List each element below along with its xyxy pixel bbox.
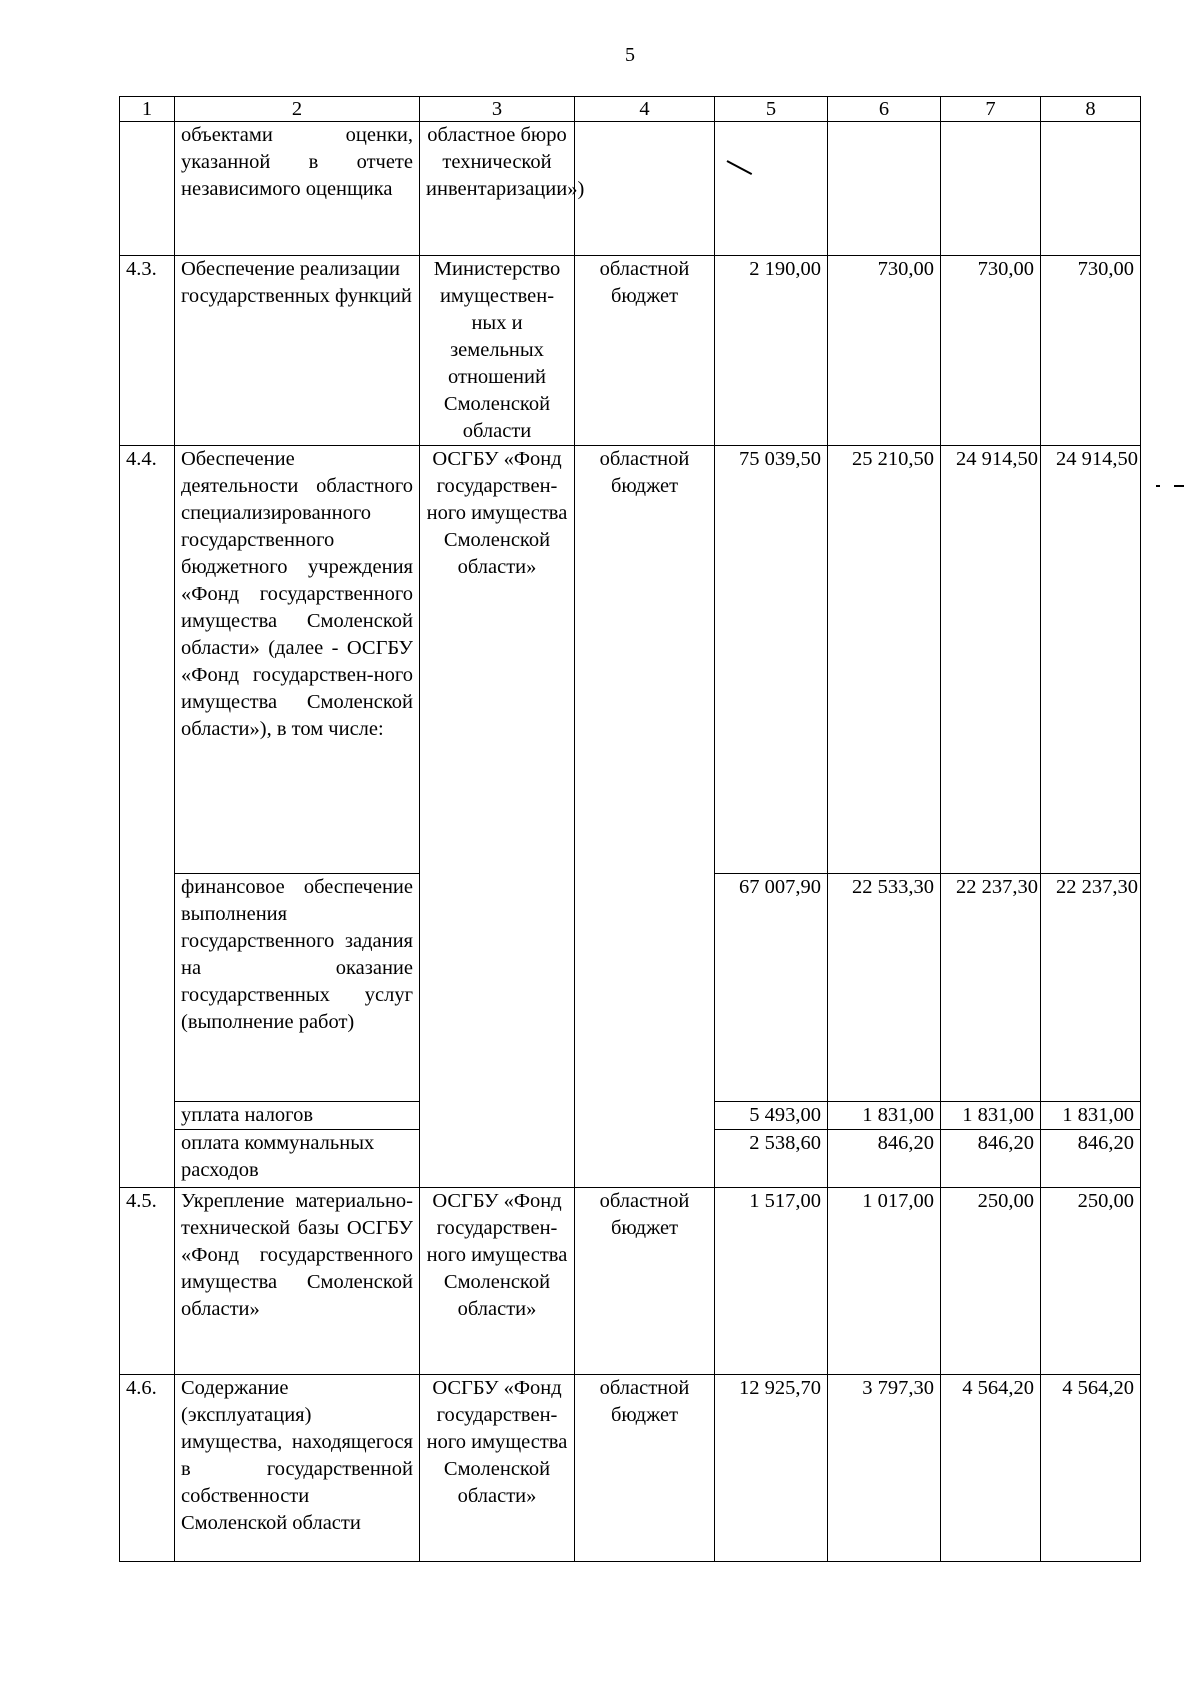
header-col-7: 7 (941, 97, 1041, 122)
cell-v8: 4 564,20 (1041, 1375, 1141, 1562)
cell-num: 4.3. (120, 256, 175, 446)
cell-v5: 67 007,90 (715, 874, 828, 1102)
table-row-4-4 (120, 446, 1141, 874)
cell-v8: 730,00 (1041, 256, 1141, 446)
cell-source: областной бюджет (575, 1188, 715, 1375)
header-col-8: 8 (1041, 97, 1141, 122)
cell-v7: 4 564,20 (941, 1375, 1041, 1562)
cell-v5: 2 190,00 (715, 256, 828, 446)
cell-v5: 75 039,50 (715, 446, 828, 874)
cell-source (575, 122, 715, 256)
cell-v6: 730,00 (828, 256, 941, 446)
header-col-2: 2 (175, 97, 420, 122)
budget-table (119, 96, 1141, 1562)
cell-source: областной бюджет (575, 256, 715, 446)
cell-num: 4.5. (120, 1188, 175, 1375)
cell-v8 (1041, 122, 1141, 256)
header-col-3: 3 (420, 97, 575, 122)
cell-name: Обеспечение деятельности областного специализированного государственного бюджетного учреждения «Фонд государственного имущества Смоленской области» (далее - ОСГБУ «Фонд государствен-ного имущества Смоленской области»), в том числе: (175, 446, 420, 874)
cell-v6: 1 017,00 (828, 1188, 941, 1375)
cell-executor: областное бюро технической инвентаризации») (420, 122, 575, 256)
cell-num: 4.6. (120, 1375, 175, 1562)
cell-v7: 22 237,30 (941, 874, 1041, 1102)
cell-v5: 12 925,70 (715, 1375, 828, 1562)
header-row (120, 97, 1141, 122)
table-row-4-3 (120, 256, 1141, 446)
cell-name: уплата налогов (175, 1102, 420, 1130)
cell-v7 (941, 122, 1041, 256)
cell-name: финансовое обеспечение выполнения государственного задания на оказание государственных услуг (выполнение работ) (175, 874, 420, 1102)
cell-num: 4.4. (120, 446, 175, 1188)
header-col-5: 5 (715, 97, 828, 122)
cell-name: Содержание (эксплуатация) имущества, находящегося в государственной собственности Смоленской области (175, 1375, 420, 1562)
cell-name: Обеспечение реализации государственных функций (175, 256, 420, 446)
cell-source: областной бюджет (575, 446, 715, 1188)
cell-executor: Министерство имуществен-ных и земельных отношений Смоленской области (420, 256, 575, 446)
table-row-continuation (120, 122, 1141, 256)
cell-executor: ОСГБУ «Фонд государствен-ного имущества Смоленской области» (420, 446, 575, 1188)
cell-v6: 22 533,30 (828, 874, 941, 1102)
cell-v6: 3 797,30 (828, 1375, 941, 1562)
cell-v6: 846,20 (828, 1130, 941, 1188)
table-row-4-6 (120, 1375, 1141, 1562)
cell-v5 (715, 122, 828, 256)
header-col-1: 1 (120, 97, 175, 122)
cell-executor: ОСГБУ «Фонд государствен-ного имущества Смоленской области» (420, 1375, 575, 1562)
cell-v5: 2 538,60 (715, 1130, 828, 1188)
cell-v7: 24 914,50 (941, 446, 1041, 874)
cell-v8: 846,20 (1041, 1130, 1141, 1188)
cell-v8: 1 831,00 (1041, 1102, 1141, 1130)
cell-v8: 24 914,50 (1041, 446, 1141, 874)
margin-mark (1156, 485, 1160, 487)
cell-v7: 1 831,00 (941, 1102, 1041, 1130)
page-number: 5 (625, 44, 635, 66)
cell-executor: ОСГБУ «Фонд государствен-ного имущества Смоленской области» (420, 1188, 575, 1375)
cell-name: объектами оценки, указанной в отчете независимого оценщика (175, 122, 420, 256)
cell-v5: 1 517,00 (715, 1188, 828, 1375)
cell-source: областной бюджет (575, 1375, 715, 1562)
cell-v6: 25 210,50 (828, 446, 941, 874)
pen-mark (727, 160, 753, 175)
cell-v7: 846,20 (941, 1130, 1041, 1188)
cell-num (120, 122, 175, 256)
header-col-6: 6 (828, 97, 941, 122)
cell-v5: 5 493,00 (715, 1102, 828, 1130)
cell-v7: 250,00 (941, 1188, 1041, 1375)
cell-name: Укрепление материально-технической базы ОСГБУ «Фонд государственного имущества Смоленской области» (175, 1188, 420, 1375)
cell-v8: 250,00 (1041, 1188, 1141, 1375)
header-col-4: 4 (575, 97, 715, 122)
cell-v7: 730,00 (941, 256, 1041, 446)
margin-mark (1174, 485, 1184, 487)
cell-v8: 22 237,30 (1041, 874, 1141, 1102)
table-row-4-5 (120, 1188, 1141, 1375)
cell-name: оплата коммунальных расходов (175, 1130, 420, 1188)
cell-v6: 1 831,00 (828, 1102, 941, 1130)
cell-v6 (828, 122, 941, 256)
